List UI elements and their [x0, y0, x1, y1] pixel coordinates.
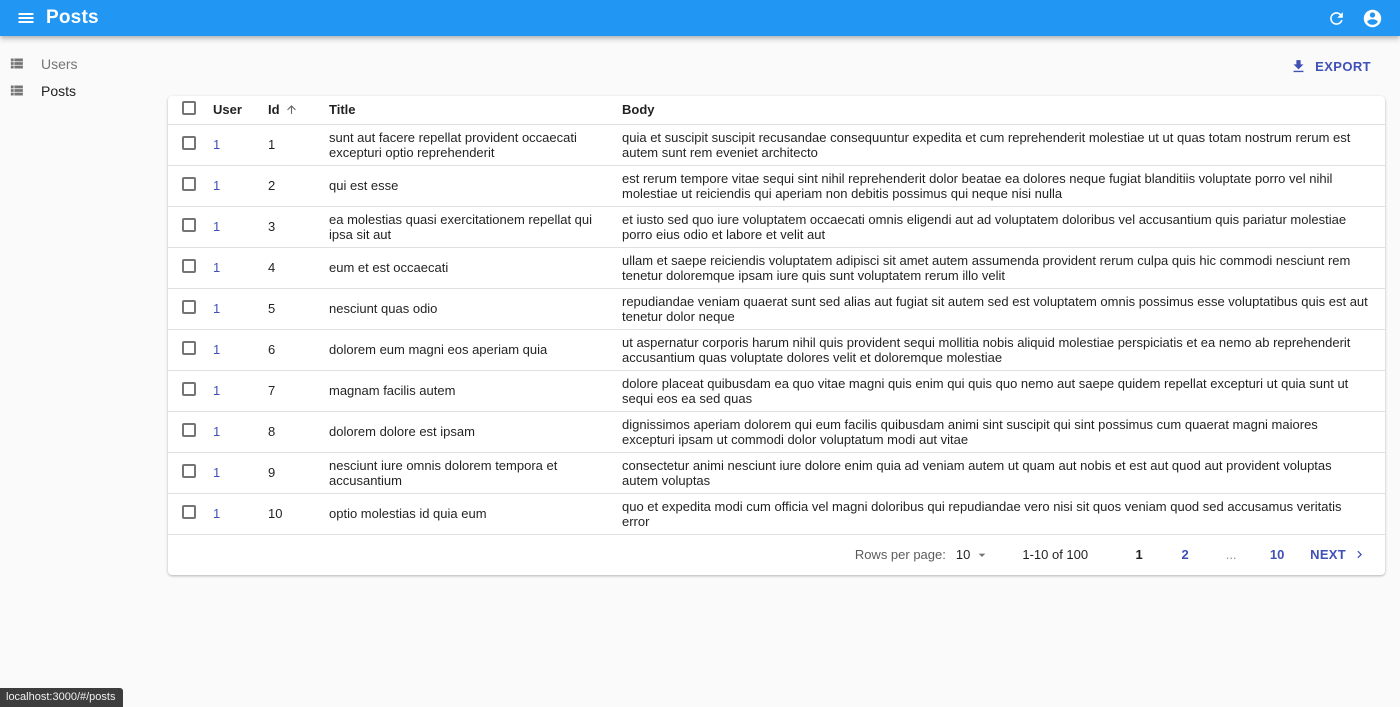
- sidebar-item-posts[interactable]: [0, 77, 168, 104]
- export-button[interactable]: [1282, 52, 1379, 81]
- id-cell: 6: [268, 329, 329, 370]
- page-button-1[interactable]: 1: [1119, 539, 1159, 571]
- row-checkbox[interactable]: [182, 136, 196, 150]
- column-header-title-label: Title: [329, 102, 356, 118]
- body-cell: repudiandae veniam quaerat sunt sed alias aut fugiat sit autem sed est voluptatem omnis possimus esse voluptatibus quis est aut tenetur dolor neque: [622, 288, 1385, 329]
- title-cell: eum et est occaecati: [329, 247, 622, 288]
- title-cell: sunt aut facere repellat provident occaecati excepturi optio reprehenderit: [329, 124, 622, 165]
- row-checkbox[interactable]: [182, 505, 196, 519]
- pagination: [168, 535, 1385, 575]
- id-cell: 3: [268, 206, 329, 247]
- row-checkbox[interactable]: [182, 259, 196, 273]
- body-cell: ut aspernatur corporis harum nihil quis provident sequi mollitia nobis aliquid molestiae perspiciatis et ea nemo ab reprehenderit accusantium quas voluptate dolores velit et doloremque molestiae: [622, 329, 1385, 370]
- table-row[interactable]: [168, 247, 1385, 288]
- row-checkbox[interactable]: [182, 218, 196, 232]
- chevron-down-icon: [970, 547, 990, 563]
- user-reference-link[interactable]: 1: [213, 506, 221, 521]
- row-checkbox[interactable]: [182, 341, 196, 355]
- hamburger-icon: [16, 8, 36, 28]
- user-reference-link[interactable]: 1: [213, 137, 221, 152]
- title-cell: nesciunt quas odio: [329, 288, 622, 329]
- user-reference-link[interactable]: 1: [213, 465, 221, 480]
- id-cell: 7: [268, 370, 329, 411]
- body-cell: est rerum tempore vitae sequi sint nihil reprehenderit dolor beatae ea dolores neque fugiat blanditiis voluptate porro vel nihil molestiae ut reiciendis qui aperiam non debitis possimus qui neque nisi nulla: [622, 165, 1385, 206]
- view-list-icon: [8, 55, 41, 72]
- sort-ascending-icon: [280, 103, 298, 116]
- body-cell: ullam et saepe reiciendis voluptatem adipisci sit amet autem assumenda provident rerum culpa quis hic commodi nesciunt rem tenetur doloremque ipsam iure quis sunt voluptatem rerum illo velit: [622, 247, 1385, 288]
- pagination-ellipsis: ...: [1225, 547, 1237, 562]
- id-cell: 10: [268, 493, 329, 534]
- title-cell: ea molestias quasi exercitationem repellat qui ipsa sit aut: [329, 206, 622, 247]
- table-row[interactable]: [168, 124, 1385, 165]
- id-cell: 2: [268, 165, 329, 206]
- rows-per-page-label: Rows per page:: [854, 547, 946, 562]
- column-header-body-label: Body: [622, 102, 655, 118]
- export-label: EXPORT: [1315, 58, 1371, 74]
- sidebar-item-label: Posts: [41, 82, 77, 99]
- column-header-title[interactable]: [329, 96, 622, 124]
- id-cell: 8: [268, 411, 329, 452]
- view-list-icon: [8, 82, 41, 99]
- user-reference-link[interactable]: 1: [213, 301, 221, 316]
- title-cell: nesciunt iure omnis dolorem tempora et accusantium: [329, 452, 622, 493]
- row-checkbox[interactable]: [182, 423, 196, 437]
- user-reference-link[interactable]: 1: [213, 178, 221, 193]
- account-button[interactable]: [1358, 4, 1386, 32]
- title-cell: qui est esse: [329, 165, 622, 206]
- row-checkbox[interactable]: [182, 382, 196, 396]
- refresh-button[interactable]: [1322, 4, 1350, 32]
- title-cell: dolorem eum magni eos aperiam quia: [329, 329, 622, 370]
- sidebar-item-label: Users: [41, 55, 78, 72]
- id-cell: 5: [268, 288, 329, 329]
- rows-per-page-value: 10: [955, 547, 971, 562]
- body-cell: consectetur animi nesciunt iure dolore enim quia ad veniam autem ut quam aut nobis et est aut quod aut provident voluptas autem voluptas: [622, 452, 1385, 493]
- posts-table: [168, 96, 1385, 535]
- browser-status-bar: localhost:3000/#/posts: [0, 688, 123, 707]
- user-reference-link[interactable]: 1: [213, 342, 221, 357]
- body-cell: dolore placeat quibusdam ea quo vitae magni quis enim qui quis quo nemo aut saepe quidem repellat excepturi ut quia sunt ut sequi eos ea sed quas: [622, 370, 1385, 411]
- column-header-user[interactable]: [213, 96, 268, 124]
- table-row[interactable]: [168, 452, 1385, 493]
- sidebar-item-users[interactable]: [0, 50, 168, 77]
- user-reference-link[interactable]: 1: [213, 424, 221, 439]
- id-cell: 1: [268, 124, 329, 165]
- layout: [0, 36, 1400, 575]
- table-row[interactable]: [168, 206, 1385, 247]
- table-row[interactable]: [168, 165, 1385, 206]
- next-label: NEXT: [1310, 547, 1346, 562]
- table-row[interactable]: [168, 411, 1385, 452]
- title-cell: magnam facilis autem: [329, 370, 622, 411]
- user-reference-link[interactable]: 1: [213, 219, 221, 234]
- rows-per-page-select[interactable]: [956, 547, 990, 563]
- body-cell: dignissimos aperiam dolorem qui eum facilis quibusdam animi sint suscipit qui sint possimus cum quaerat magni maiores excepturi ipsam ut commodi dolor voluptatum modi aut vitae: [622, 411, 1385, 452]
- select-all-checkbox[interactable]: [182, 101, 196, 115]
- column-header-id[interactable]: [268, 96, 329, 124]
- page-button-10[interactable]: 10: [1257, 539, 1297, 571]
- column-header-body[interactable]: [622, 96, 1385, 124]
- posts-list-card: [168, 96, 1385, 575]
- row-checkbox[interactable]: [182, 177, 196, 191]
- table-body: [168, 124, 1385, 534]
- column-header-user-label: User: [213, 102, 242, 118]
- body-cell: et iusto sed quo iure voluptatem occaecati omnis eligendi aut ad voluptatem doloribus vel accusantium quis pariatur molestiae porro eius odio et labore et velit aut: [622, 206, 1385, 247]
- user-reference-link[interactable]: 1: [213, 260, 221, 275]
- row-checkbox[interactable]: [182, 300, 196, 314]
- page-button-2[interactable]: 2: [1165, 539, 1205, 571]
- chevron-right-icon: [1346, 547, 1367, 562]
- hamburger-menu-button[interactable]: [12, 4, 40, 32]
- account-circle-icon: [1362, 8, 1383, 29]
- table-row[interactable]: [168, 370, 1385, 411]
- sidebar: [0, 36, 168, 104]
- column-header-id-label: Id: [268, 102, 280, 118]
- table-row[interactable]: [168, 329, 1385, 370]
- title-cell: dolorem dolore est ipsam: [329, 411, 622, 452]
- next-page-button[interactable]: [1306, 539, 1371, 571]
- refresh-icon: [1327, 9, 1346, 28]
- row-checkbox[interactable]: [182, 464, 196, 478]
- table-row[interactable]: [168, 493, 1385, 534]
- pagination-range-label: 1-10 of 100: [1022, 547, 1089, 562]
- table-header: [168, 96, 1385, 124]
- list-toolbar: [168, 36, 1385, 96]
- id-cell: 4: [268, 247, 329, 288]
- page-title: Posts: [46, 7, 99, 28]
- app-bar: [0, 0, 1400, 36]
- user-reference-link[interactable]: 1: [213, 383, 221, 398]
- main-content: [168, 36, 1400, 575]
- download-icon: [1290, 58, 1315, 75]
- title-cell: optio molestias id quia eum: [329, 493, 622, 534]
- table-row[interactable]: [168, 288, 1385, 329]
- id-cell: 9: [268, 452, 329, 493]
- body-cell: quia et suscipit suscipit recusandae consequuntur expedita et cum reprehenderit molestiae ut ut quas totam nostrum rerum est autem sunt rem eveniet architecto: [622, 124, 1385, 165]
- body-cell: quo et expedita modi cum officia vel magni doloribus qui repudiandae vero nisi sit quos veniam quod sed accusamus veritatis error: [622, 493, 1385, 534]
